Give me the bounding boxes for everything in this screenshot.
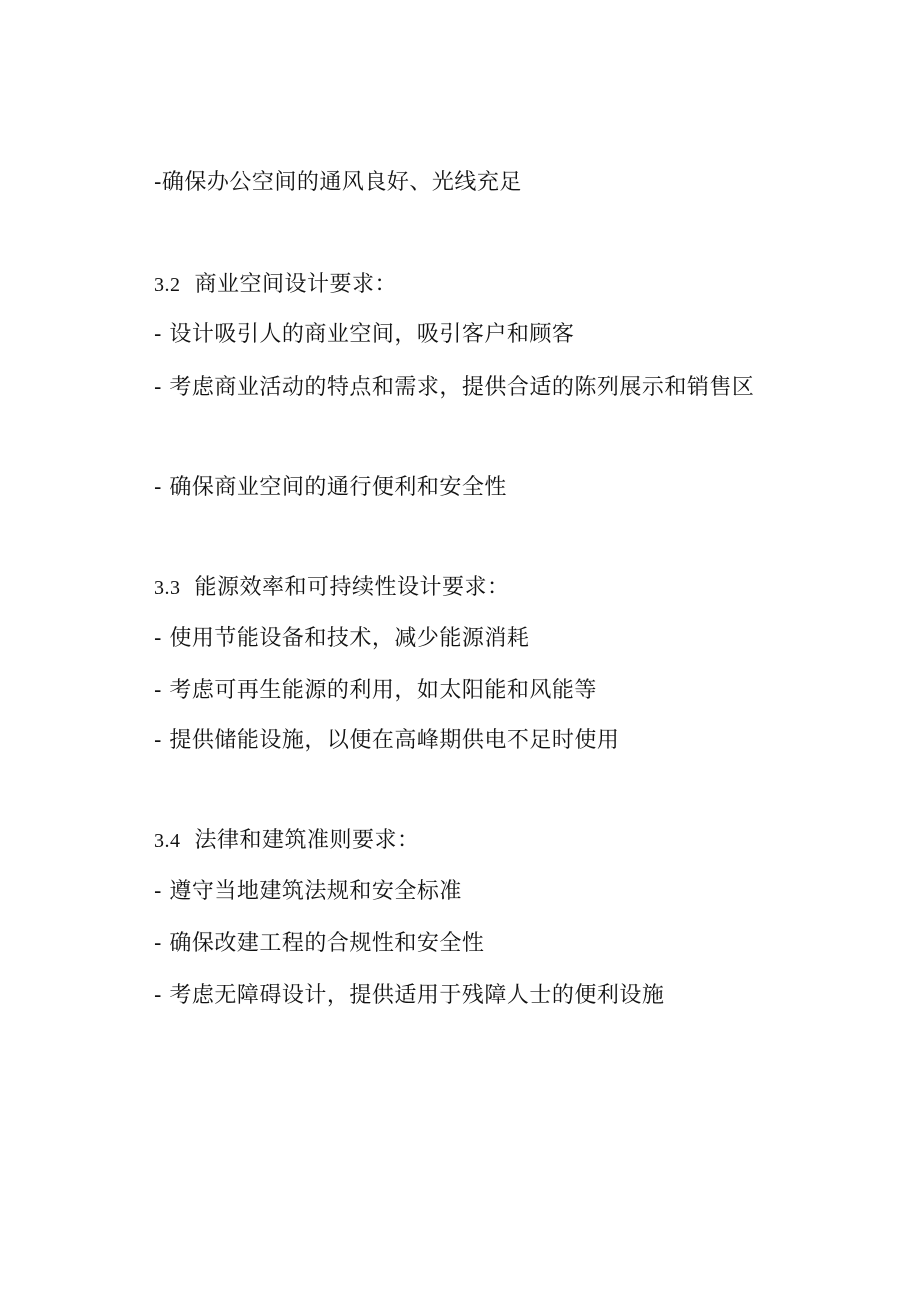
list-item: - 考虑可再生能源的利用，如太阳能和风能等 [154, 678, 597, 703]
section-title: 商业空间设计要求： [194, 272, 398, 297]
list-item: - 提供储能设施，以便在高峰期供电不足时使用 [154, 728, 620, 753]
section-title: 能源效率和可持续性设计要求： [194, 575, 510, 600]
section-heading [154, 270, 397, 300]
section-heading [154, 826, 420, 856]
list-item: -确保办公空间的通风良好、光线充足 [154, 170, 522, 195]
section-title: 法律和建筑准则要求： [194, 828, 420, 853]
section-number: 3.2 [154, 274, 181, 296]
list-item: - 设计吸引人的商业空间，吸引客户和顾客 [154, 322, 575, 347]
section-heading [154, 573, 510, 603]
list-item: - 考虑无障碍设计，提供适用于残障人士的便利设施 [154, 983, 665, 1008]
list-item: - 确保商业空间的通行便利和安全性 [154, 475, 507, 500]
section-number: 3.4 [154, 830, 181, 852]
list-item: - 考虑商业活动的特点和需求，提供合适的陈列展示和销售区 [154, 375, 755, 400]
list-item: - 遵守当地建筑法规和安全标准 [154, 879, 462, 904]
section-number: 3.3 [154, 577, 181, 599]
list-item: - 确保改建工程的合规性和安全性 [154, 931, 485, 956]
list-item: - 使用节能设备和技术，减少能源消耗 [154, 626, 530, 651]
